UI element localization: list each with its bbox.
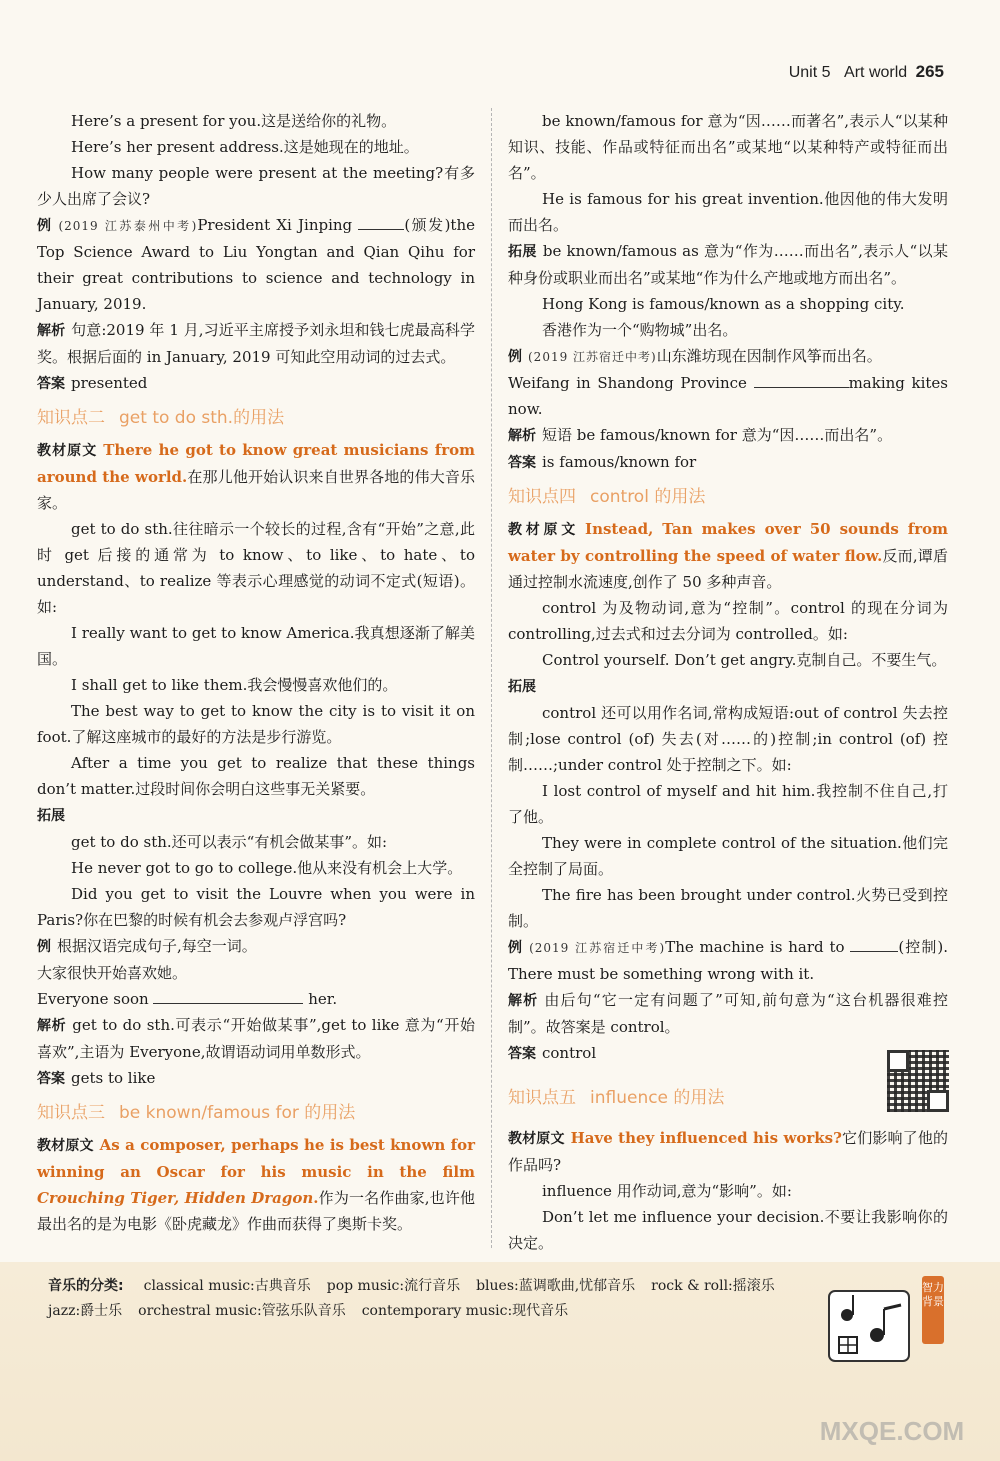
exercise-instruction: 根据汉语完成句子,每空一词。	[57, 937, 257, 955]
exercise-chinese: 大家很快开始喜欢她。	[37, 964, 188, 982]
exercise-chinese: 山东潍坊现在因制作风筝而出名。	[656, 347, 882, 365]
page-number: 265	[915, 62, 944, 81]
example-sentence: Don’t let me influence your decision.不要让我影响你的决定。	[508, 1208, 948, 1252]
original-english: There he got to know great musicians from around the world.	[37, 441, 475, 486]
unit-title: Art world	[844, 64, 908, 81]
explanation: influence 用作动词,意为“影响”。如:	[542, 1182, 792, 1200]
analysis-3	[508, 422, 948, 449]
section-title: influence 的用法	[590, 1088, 725, 1108]
answer-blank	[358, 213, 404, 230]
explanation: be known/famous for 意为“因……而著名”,表示人“以某种知识、技能、作品或特征而出名”或某地“以某种特产或特征而出名”。	[508, 112, 948, 182]
original-chinese: 作为一名作曲家,也许他最出名的是为电影《卧虎藏龙》作曲而获得了奥斯卡奖。	[37, 1189, 475, 1233]
answer-4	[508, 1040, 948, 1067]
example-sentence: I shall get to like them.我会慢慢喜欢他们的。	[71, 676, 398, 694]
page-header	[789, 62, 944, 82]
original-label: 教材原文	[508, 522, 580, 538]
analysis-4	[508, 987, 948, 1040]
example-sentence: The fire has been brought under control.火势已受到控制。	[508, 886, 948, 930]
extension-label: 拓展	[508, 679, 536, 695]
section-heading-5	[508, 1085, 948, 1111]
example-sentence: I lost control of myself and hit him.我控制不住自己,打了他。	[508, 782, 948, 826]
original-text-3	[37, 1132, 475, 1237]
section-number: 知识点五	[508, 1088, 576, 1108]
answer-3	[508, 449, 948, 476]
answer-1	[37, 370, 475, 397]
example-sentence: Control yourself. Don’t get angry.克制自己。不要生气。	[542, 651, 947, 669]
extension-heading	[508, 673, 948, 700]
answer-2	[37, 1065, 475, 1092]
original-chinese: 它们影响了他的作品吗?	[508, 1129, 948, 1174]
music-categories-tip	[48, 1274, 818, 1324]
original-english: .	[313, 1189, 319, 1207]
example-sentence: Here’s a present for you.这是送给你的礼物。	[71, 112, 397, 130]
answer-label: 答案	[508, 1046, 536, 1062]
extension-label: 拓展	[508, 244, 537, 260]
exercise-text: (控制). There must be something wrong with it.	[508, 938, 949, 983]
tip-item: classical music:古典音乐	[143, 1278, 311, 1294]
section-heading-4	[508, 484, 948, 510]
example-label: 例	[37, 218, 53, 234]
original-english: Have they influenced his works?	[570, 1129, 842, 1147]
exercise-text: her.	[308, 990, 338, 1008]
tip-title: 音乐的分类:	[48, 1278, 124, 1294]
original-text-2	[37, 437, 475, 516]
original-label: 教材原文	[37, 443, 98, 459]
tip-badge: 智力背景	[922, 1276, 944, 1344]
exercise-3	[508, 343, 948, 370]
answer-text: presented	[71, 374, 148, 392]
section-number: 知识点二	[37, 408, 105, 428]
tip-item: rock & roll:摇滚乐	[651, 1278, 775, 1294]
watermark-logo-icon	[805, 1372, 980, 1452]
exercise-text: Everyone soon	[37, 990, 149, 1008]
exercise-4	[508, 934, 948, 987]
left-column	[37, 108, 475, 1237]
exam-source: (2019 江苏宿迁中考)	[529, 941, 666, 955]
example-sentence: Hong Kong is famous/known as a shopping city.	[542, 295, 905, 313]
analysis-1	[37, 317, 475, 370]
exercise-line	[508, 370, 948, 422]
analysis-label: 解析	[508, 993, 539, 1009]
answer-blank	[754, 371, 849, 388]
analysis-label: 解析	[37, 1018, 67, 1034]
section-title: get to do sth.的用法	[119, 408, 285, 428]
answer-label: 答案	[37, 376, 65, 392]
exam-source: (2019 江苏宿迁中考)	[528, 350, 657, 364]
tip-item: contemporary music:现代音乐	[361, 1303, 569, 1319]
film-title: Crouching Tiger, Hidden Dragon	[37, 1189, 314, 1207]
analysis-text: get to do sth.可表示“开始做某事”,get to like 意为“开始喜欢”,主语为 Everyone,故谓语动词用单数形式。	[37, 1016, 475, 1061]
tip-item: pop music:流行音乐	[326, 1278, 461, 1294]
exam-source: (2019 江苏泰州中考)	[58, 219, 198, 233]
music-notes-icon	[825, 1285, 917, 1365]
analysis-text: 短语 be famous/known for 意为“因……而出名”。	[542, 426, 893, 444]
example-sentence: He never got to go to college.他从来没有机会上大学。	[71, 859, 463, 877]
right-column	[508, 108, 948, 1256]
explanation: control 为及物动词,意为“控制”。control 的现在分词为 controlling,过去式和过去分词为 controlled。如:	[508, 599, 948, 643]
example-sentence: They were in complete control of the situation.他们完全控制了局面。	[508, 834, 948, 878]
extension-text: be known/famous as 意为“作为……而出名”,表示人“以某种身份或职业而出名”或某地“作为什么产地或地方而出名”。	[508, 242, 949, 287]
explanation: control 还可以用作名词,常构成短语:out of control 失去控制;lose control (of) 失去(对……的)控制;in control (of) 控制……;under control 处于控制之下。如:	[508, 704, 948, 774]
original-label: 教材原文	[508, 1131, 565, 1147]
original-english: Instead, Tan makes over 50 sounds from water by controlling the speed of water flow.	[508, 520, 948, 565]
analysis-2	[37, 1012, 475, 1065]
tip-item: blues:蓝调歌曲,忧郁音乐	[476, 1278, 636, 1294]
example-sentence: How many people were present at the meeting?有多少人出席了会议?	[37, 164, 475, 208]
tip-item: orchestral music:管弦乐队音乐	[138, 1303, 346, 1319]
example-translation: 香港作为一个“购物城”出名。	[542, 321, 738, 339]
answer-label: 答案	[37, 1071, 65, 1087]
example-sentence: The best way to get to know the city is to visit it on foot.了解这座城市的最好的方法是步行游览。	[37, 702, 475, 746]
original-english: As a composer, perhaps he is best known for winning an Oscar for his music in the film	[37, 1136, 475, 1181]
answer-text: is famous/known for	[542, 453, 697, 471]
watermark-text: MXQE.COM	[819, 1416, 965, 1446]
original-text-5	[508, 1125, 948, 1178]
qr-code-icon[interactable]	[887, 1050, 949, 1112]
analysis-label: 解析	[37, 323, 66, 339]
extension-label: 拓展	[37, 808, 65, 824]
exercise-text: Weifang in Shandong Province	[508, 374, 747, 392]
explanation: get to do sth.还可以表示“有机会做某事”。如:	[71, 833, 388, 851]
exercise-text: (颁发)the Top Science Award to Liu Yongtan and Qian Qihu for their great contributions to science and technology in January, 2019.	[37, 216, 475, 313]
original-chinese: 在那儿他开始认识来自世界各地的伟大音乐家。	[37, 468, 475, 512]
section-number: 知识点三	[37, 1103, 105, 1123]
section-number: 知识点四	[508, 487, 576, 507]
analysis-text: 由后句“它一定有问题了”可知,前句意为“这台机器很难控制”。故答案是 control。	[508, 991, 948, 1036]
column-divider	[491, 108, 492, 1248]
exercise-line	[37, 986, 475, 1012]
unit-label: Unit 5	[788, 64, 831, 81]
extension-3	[508, 238, 948, 291]
analysis-text: 句意:2019 年 1 月,习近平主席授予刘永坦和钱七虎最高科学奖。根据后面的 in January, 2019 可知此空用动词的过去式。	[37, 321, 475, 366]
extension-heading	[37, 802, 475, 829]
explanation: get to do sth.往往暗示一个较长的过程,含有“开始”之意,此时 get 后接的通常为 to know、to like、to hate、to understand、to realize 等表示心理感觉的动词不定式(短语)。如:	[37, 520, 475, 616]
exercise-2	[37, 933, 475, 960]
example-sentence: He is famous for his great invention.他因他的伟大发明而出名。	[508, 190, 948, 234]
example-label: 例	[508, 349, 522, 365]
answer-blank	[153, 987, 303, 1004]
answer-blank	[850, 935, 898, 952]
example-sentence: Here’s her present address.这是她现在的地址。	[71, 138, 419, 156]
analysis-label: 解析	[508, 428, 536, 444]
example-label: 例	[37, 939, 51, 955]
exercise-text: making kites now.	[508, 374, 948, 418]
exercise-1	[37, 212, 475, 317]
original-text-4	[508, 516, 948, 595]
exercise-text: The machine is hard to	[665, 938, 845, 956]
section-heading-2	[37, 405, 475, 431]
exercise-text: President Xi Jinping	[197, 216, 353, 234]
original-chinese: 反而,谭盾通过控制水流速度,创作了 50 多种声音。	[508, 547, 948, 591]
section-heading-3	[37, 1100, 475, 1126]
tip-item: jazz:爵士乐	[48, 1303, 123, 1319]
section-title: control 的用法	[590, 487, 706, 507]
section-title: be known/famous for 的用法	[119, 1103, 356, 1123]
example-label: 例	[508, 940, 524, 956]
answer-label: 答案	[508, 455, 536, 471]
example-sentence: I really want to get to know America.我真想逐渐了解美国。	[37, 624, 475, 668]
answer-text: control	[542, 1044, 597, 1062]
original-label: 教材原文	[37, 1138, 94, 1154]
example-sentence: Did you get to visit the Louvre when you were in Paris?你在巴黎的时候有机会去参观卢浮宫吗?	[37, 885, 475, 929]
answer-text: gets to like	[71, 1069, 156, 1087]
example-sentence: After a time you get to realize that these things don’t matter.过段时间你会明白这些事无关紧要。	[37, 754, 475, 798]
